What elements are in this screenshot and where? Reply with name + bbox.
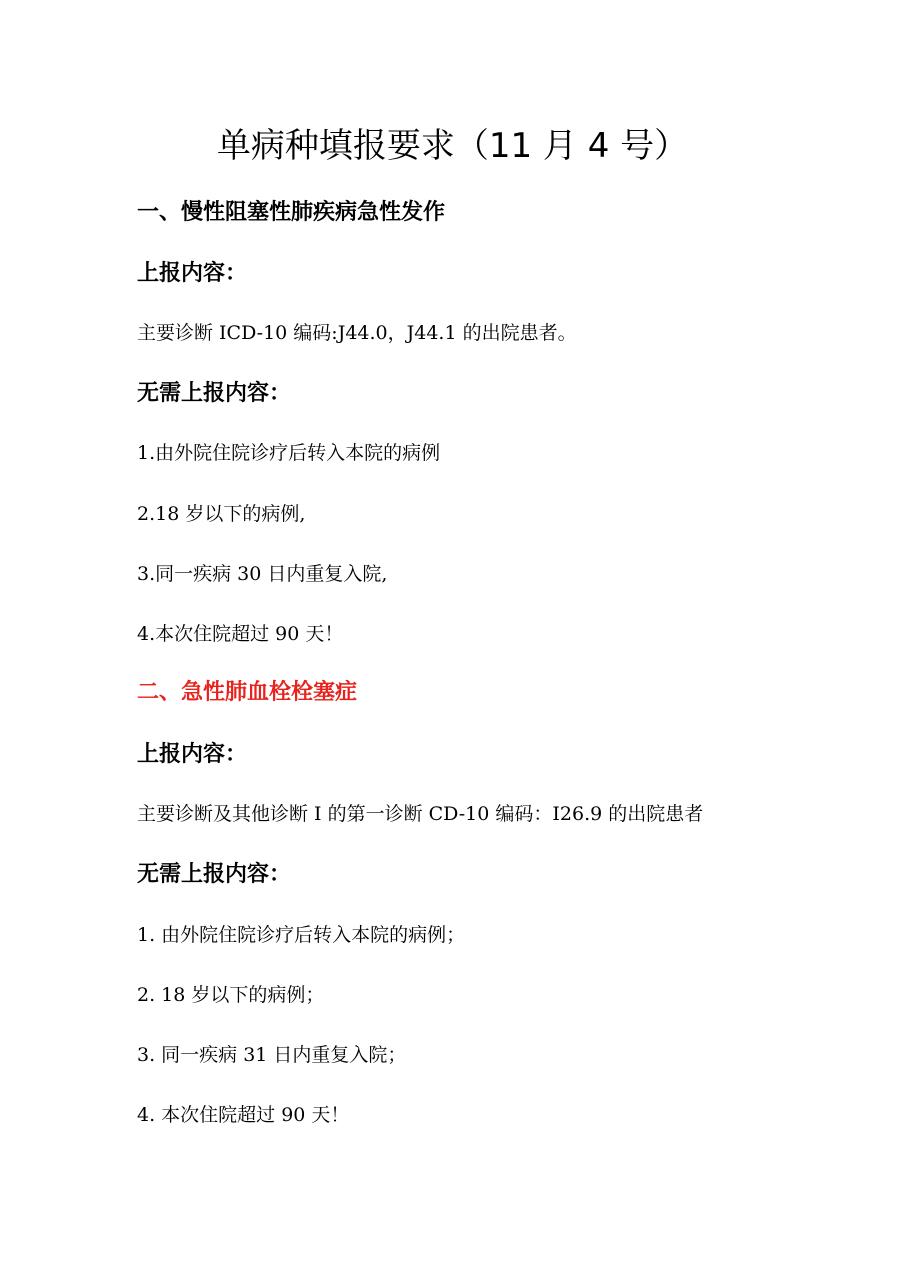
section-2-heading: 二、急性肺血栓栓塞症 <box>137 680 358 705</box>
section-2-exclude-label: 无需上报内容： <box>137 862 292 887</box>
section-2-exclude-item: 3. 同一疾病 31 日内重复入院； <box>137 1044 407 1066</box>
section-1-exclude-item: 3.同一疾病 30 日内重复入院, <box>137 563 388 585</box>
section-1-exclude-item: 4.本次住院超过 90 天！ <box>137 623 344 645</box>
section-2-exclude-item: 2. 18 岁以下的病例； <box>137 984 325 1006</box>
section-2-exclude-item: 1. 由外院住院诊疗后转入本院的病例； <box>137 924 466 946</box>
section-1-report-label: 上报内容： <box>137 261 248 286</box>
section-2-exclude-item: 4. 本次住院超过 90 天！ <box>137 1104 350 1126</box>
section-2-report-text: 主要诊断及其他诊断 I 的第一诊断 CD-10 编码：I26.9 的出院患者 <box>137 803 704 825</box>
document-title: 单病种填报要求（11 月 4 号） <box>216 126 689 166</box>
section-1-heading: 一、慢性阻塞性肺疾病急性发作 <box>137 200 446 225</box>
section-1-exclude-item: 2.18 岁以下的病例, <box>137 503 306 525</box>
section-1-exclude-item: 1.由外院住院诊疗后转入本院的病例 <box>137 442 441 464</box>
section-1-exclude-label: 无需上报内容： <box>137 381 292 406</box>
section-1-report-text: 主要诊断 ICD-10 编码:J44.0，J44.1 的出院患者。 <box>137 322 577 344</box>
section-2-report-label: 上报内容： <box>137 742 248 767</box>
